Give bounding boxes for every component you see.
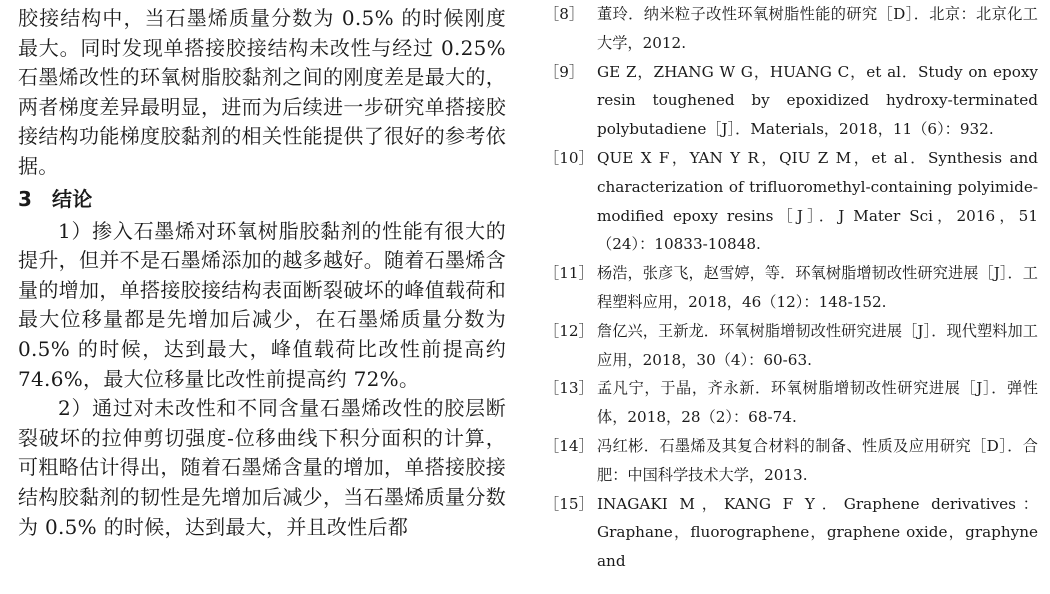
reference-item — [544, 259, 1038, 317]
reference-item — [544, 317, 1038, 375]
reference-index: ［15］ — [544, 494, 594, 513]
intro-paragraph: 胶接结构中，当石墨烯质量分数为 0.5% 的时候刚度最大。同时发现单搭接胶接结构未改性与经过 0.25% 石墨烯改性的环氧树脂胶黏剂之间的刚度差是最大的，两者梯度差异最明显，进而为后续进一步研究单搭接胶接结构功能梯度胶黏剂的相关性能提供了很好的参考依据。 — [18, 6, 506, 178]
section-number: 3 — [18, 186, 33, 211]
conclusion-paragraph-2: 2）通过对未改性和不同含量石墨烯改性的胶层断裂破坏的拉伸剪切强度-位移曲线下积分面积的计算，可粗略估计得出，随着石墨烯含量的增加，单搭接胶接结构胶黏剂的韧性是先增加后减少，当石墨烯质量分数为 0.5% 的时候，达到最大，并且改性后都 — [18, 396, 506, 539]
reference-item — [544, 490, 1038, 576]
reference-text: INAGAKI M，KANG F Y．Graphene derivatives：Graphane，fluorographene，graphene oxide，graphyne and — [597, 494, 1038, 571]
reference-index: ［13］ — [544, 379, 594, 398]
reference-text: 杨浩，张彦飞，赵雪婷，等．环氧树脂增韧改性研究进展［J］．工程塑料应用，2018，46（12）：148-152. — [597, 264, 1038, 311]
conclusion-paragraph-1: 1）掺入石墨烯对环氧树脂胶黏剂的性能有很大的提升，但并不是石墨烯添加的越多越好。随着石墨烯含量的增加，单搭接胶接结构表面断裂破坏的峰值载荷和最大位移量都是先增加后减少，在石墨烯质量分数为 0.5% 的时候，达到最大，峰值载荷比改性前提高约 74.6%，最大位移量比改性前提高约 72%。 — [18, 218, 506, 391]
reference-item — [544, 144, 1038, 259]
reference-item — [544, 58, 1038, 144]
reference-index: ［9］ — [544, 62, 585, 81]
reference-index: ［8］ — [544, 5, 585, 23]
reference-index: ［11］ — [544, 264, 594, 283]
section-title: 结论 — [52, 186, 93, 211]
reference-text: 董玲．纳米粒子改性环氧树脂性能的研究［D］．北京：北京化工大学，2012. — [597, 5, 1038, 52]
body-text-column — [18, 4, 506, 542]
references-column — [544, 0, 1038, 576]
reference-text: 冯红彬．石墨烯及其复合材料的制备、性质及应用研究［D］．合肥：中国科学技术大学，2013. — [597, 436, 1038, 484]
reference-index: ［14］ — [544, 436, 594, 455]
reference-text: QUE X F，YAN Y R，QIU Z M，et al．Synthesis and characterization of trifluoromethyl-containing polyimide-modified epoxy resins［J］．J Mater Sci，2016，51（24）：10833-10848. — [597, 148, 1038, 254]
reference-item — [544, 374, 1038, 432]
reference-text: 詹亿兴，王新龙．环氧树脂增韧改性研究进展［J］．现代塑料加工应用，2018，30（4）：60-63. — [597, 321, 1038, 369]
reference-item — [544, 432, 1038, 490]
reference-index: ［12］ — [544, 321, 594, 340]
reference-item — [544, 0, 1038, 58]
reference-text: GE Z，ZHANG W G，HUANG C，et al．Study on epoxy resin toughened by epoxidized hydroxy-terminated polybutadiene［J］．Materials，2018，11（6）：932. — [597, 62, 1038, 139]
section-heading — [18, 184, 506, 215]
reference-index: ［10］ — [544, 148, 594, 167]
reference-text: 孟凡宁，于晶，齐永新．环氧树脂增韧改性研究进展［J］．弹性体，2018，28（2）：68-74. — [597, 379, 1038, 427]
